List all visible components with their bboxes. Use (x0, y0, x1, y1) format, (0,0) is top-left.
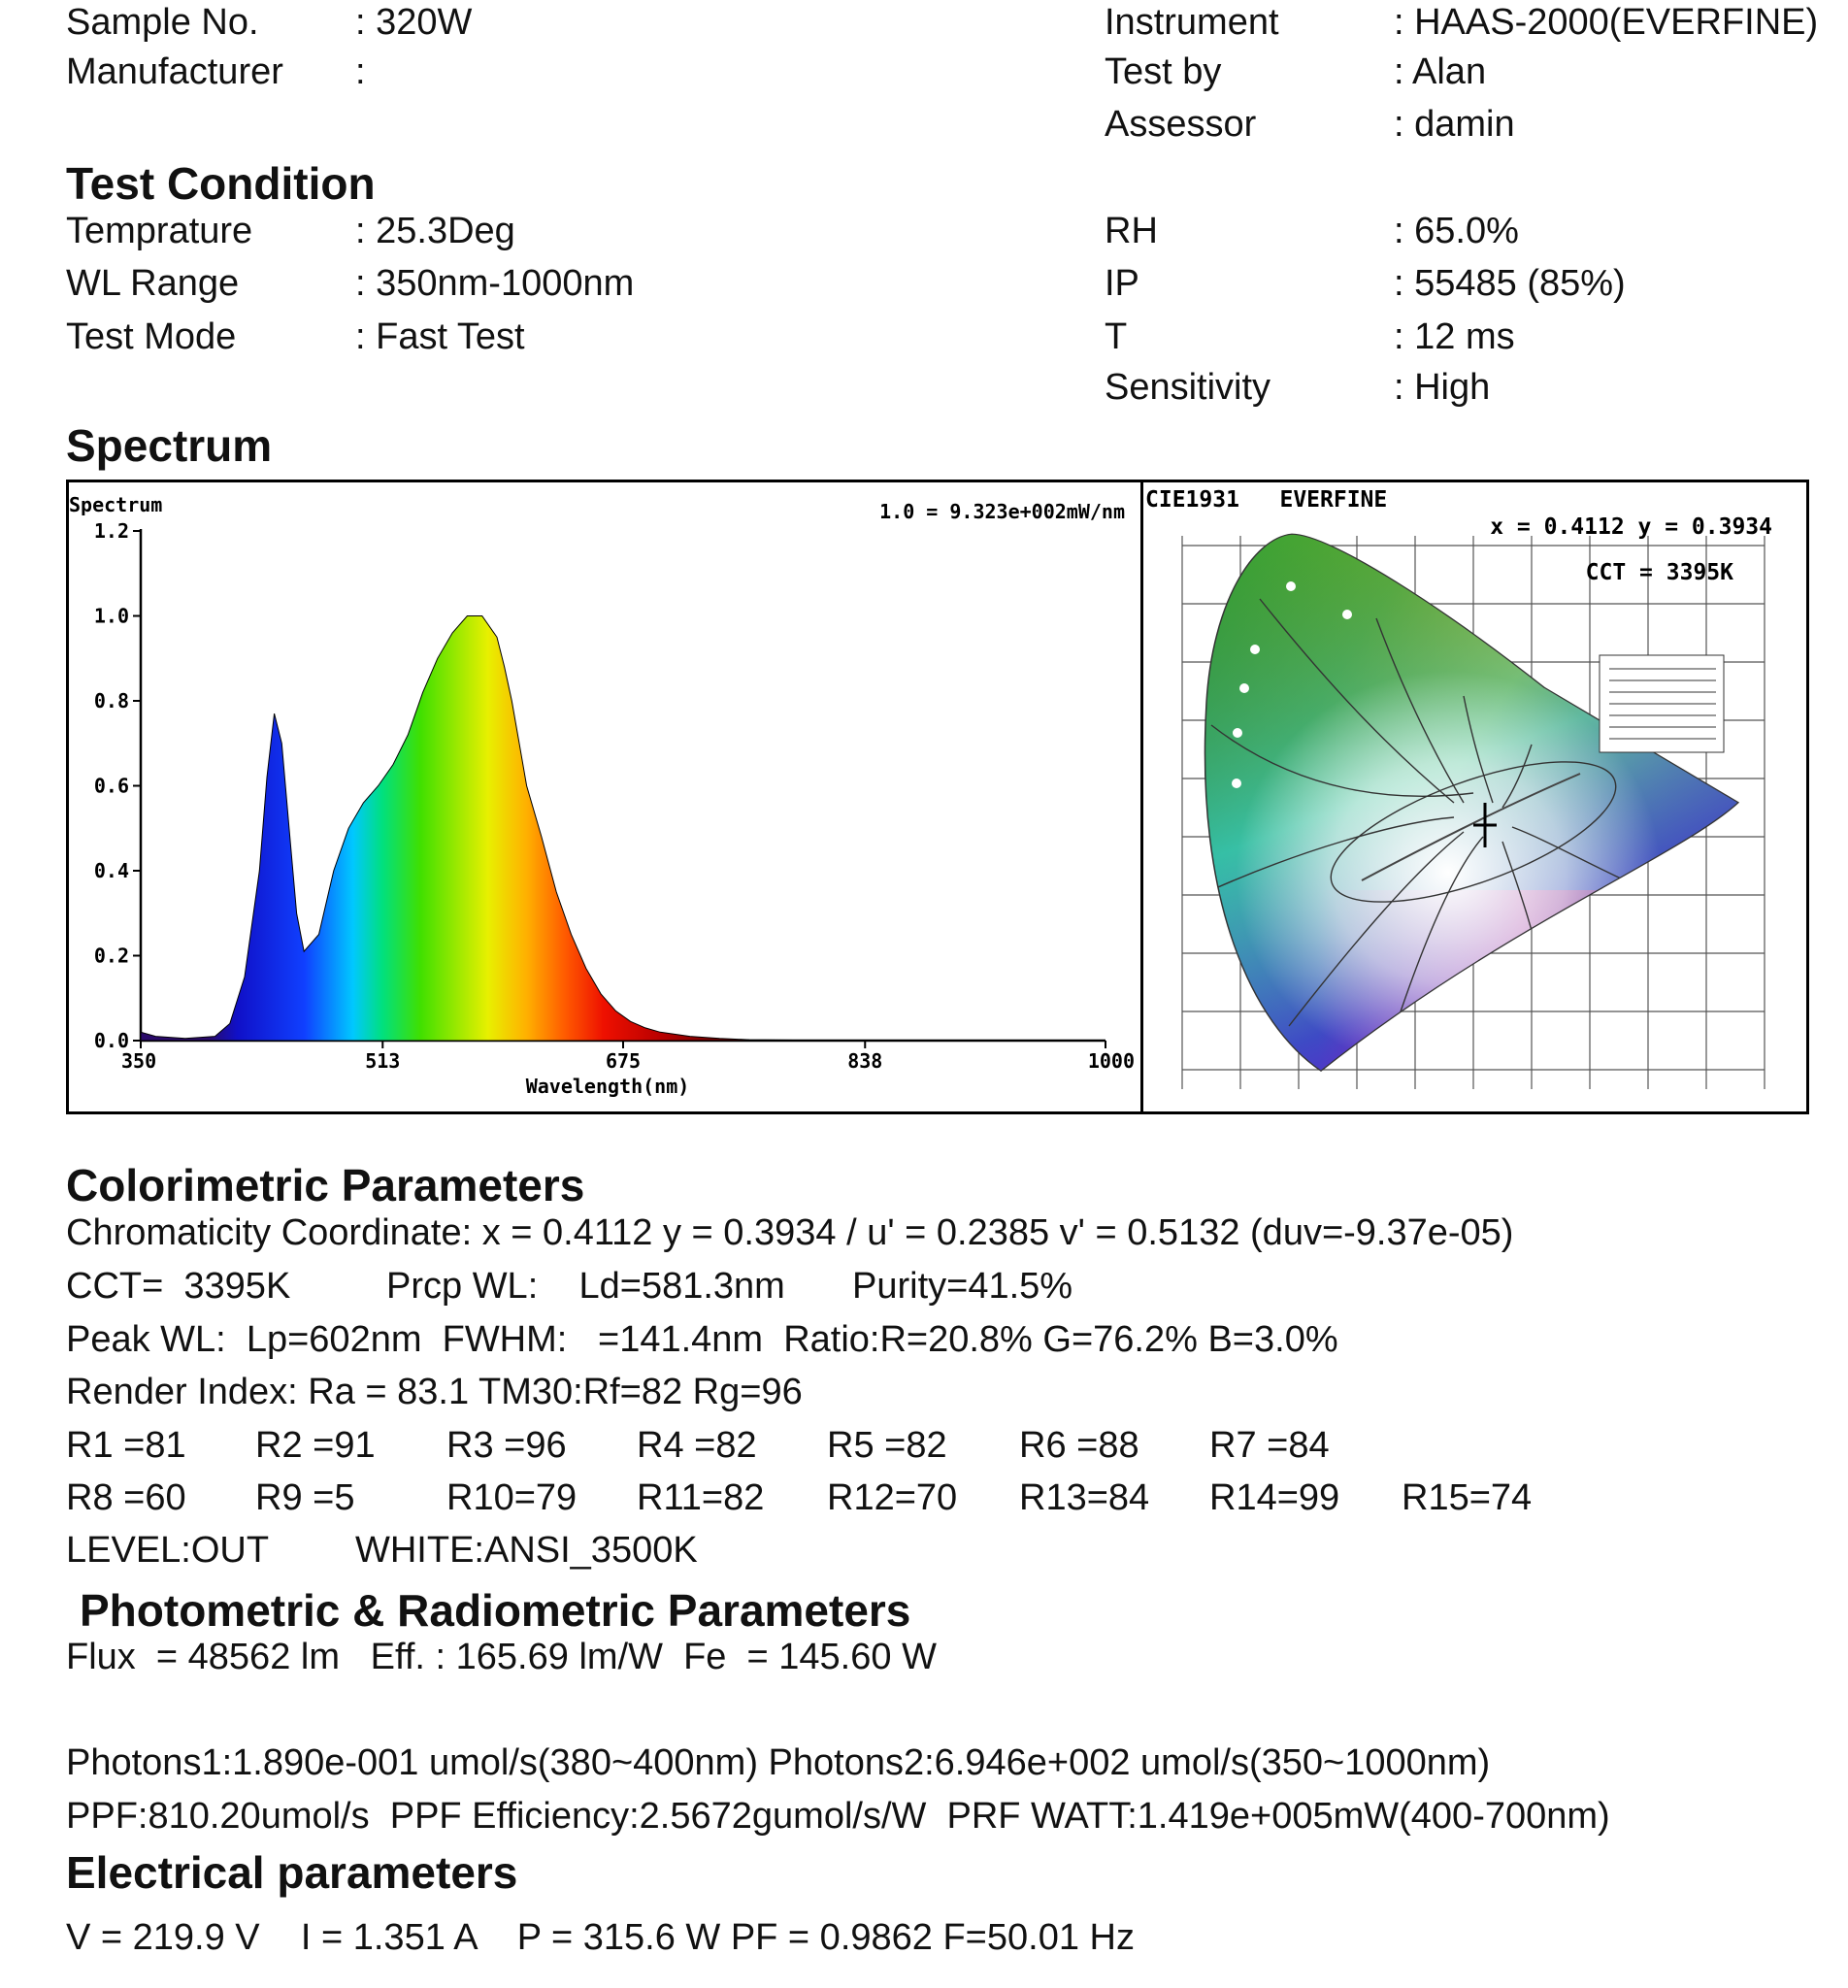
temperature-value: : 25.3Deg (355, 211, 515, 251)
spectrum-heading: Spectrum (66, 420, 273, 471)
spectrum-y-tick-label: 1.0 (93, 604, 129, 628)
r9-value: R9 =5 (255, 1477, 355, 1518)
r8-value: R8 =60 (66, 1477, 186, 1518)
t-value: : 12 ms (1394, 316, 1515, 357)
rh-value: : 65.0% (1394, 211, 1519, 251)
instrument-label: Instrument (1105, 2, 1279, 43)
cie-diagram-panel (1140, 480, 1809, 1114)
spectrum-y-tick-label: 0.6 (93, 774, 129, 798)
r14-value: R14=99 (1209, 1477, 1340, 1518)
r10-value: R10=79 (446, 1477, 578, 1518)
r12-value: R12=70 (827, 1477, 958, 1518)
photometric-heading: Photometric & Radiometric Parameters (80, 1585, 911, 1636)
purity-value: Purity=41.5% (852, 1266, 1073, 1307)
r5-value: R5 =82 (827, 1425, 947, 1466)
electrical-values: V = 219.9 V I = 1.351 A P = 315.6 W PF = 0.9862 F=50.01 Hz (66, 1917, 1135, 1958)
cie-readout: x = 0.4112 y = 0.3934 (1490, 514, 1772, 540)
t-label: T (1105, 316, 1128, 357)
temperature-label: Temprature (66, 211, 253, 251)
chromaticity-line: Chromaticity Coordinate: x = 0.4112 y = 0.3934 / u' = 0.2385 v' = 0.5132 (duv=-9.37e-05) (66, 1212, 1514, 1253)
peak-wl-line: Peak WL: Lp=602nm FWHM: =141.4nm Ratio:R=20.8% G=76.2% B=3.0% (66, 1319, 1338, 1360)
test-by-value: : Alan (1394, 51, 1487, 92)
test-by-label: Test by (1105, 51, 1222, 92)
spectrum-x-tick-label: 838 (847, 1049, 883, 1073)
spectrum-y-tick-label: 0.8 (93, 689, 129, 712)
r13-value: R13=84 (1019, 1477, 1150, 1518)
sample-no-label: Sample No. (66, 2, 259, 43)
spectrum-x-tick-label: 675 (605, 1049, 642, 1073)
wl-range-value: : 350nm-1000nm (355, 263, 635, 304)
ppf-line: PPF:810.20umol/s PPF Efficiency:2.5672gumol/s/W PRF WATT:1.419e+005mW(400-700nm) (66, 1796, 1610, 1837)
r3-value: R3 =96 (446, 1425, 567, 1466)
r1-value: R1 =81 (66, 1425, 186, 1466)
manufacturer-value: : (355, 51, 366, 92)
spectrum-y-title: Spectrum (69, 493, 163, 516)
ip-label: IP (1105, 263, 1139, 304)
test-mode-value: : Fast Test (355, 316, 525, 357)
r4-value: R4 =82 (637, 1425, 757, 1466)
test-condition-heading: Test Condition (66, 158, 376, 209)
spectrum-y-tick-label: 0.2 (93, 944, 129, 968)
r7-value: R7 =84 (1209, 1425, 1330, 1466)
cie-diagram (1143, 482, 1806, 1111)
cie-cct: CCT = 3395K (1585, 560, 1733, 585)
ip-value: : 55485 (85%) (1394, 263, 1626, 304)
r15-value: R15=74 (1402, 1477, 1533, 1518)
assessor-label: Assessor (1105, 104, 1257, 145)
spectrum-area-series (141, 616, 1106, 1042)
r11-value: R11=82 (637, 1477, 765, 1518)
flux-line: Flux = 48562 lm Eff. : 165.69 lm/W Fe = 145.60 W (66, 1637, 937, 1677)
level-value: LEVEL:OUT (66, 1530, 270, 1571)
sensitivity-label: Sensitivity (1105, 367, 1271, 408)
rh-label: RH (1105, 211, 1158, 251)
colorimetric-heading: Colorimetric Parameters (66, 1160, 585, 1210)
assessor-value: : damin (1394, 104, 1515, 145)
spectrum-x-tick-label: 1000 (1087, 1049, 1135, 1073)
cct-value: CCT= 3395K (66, 1266, 291, 1307)
spectrum-y-tick-label: 0.0 (93, 1029, 129, 1052)
spectrum-x-title: Wavelength(nm) (525, 1075, 690, 1098)
spectrum-y-tick-label: 1.2 (93, 519, 129, 543)
spectrum-chart-panel (66, 480, 1149, 1114)
photons-line: Photons1:1.890e-001 umol/s(380~400nm) Photons2:6.946e+002 umol/s(350~1000nm) (66, 1742, 1491, 1783)
test-mode-label: Test Mode (66, 316, 237, 357)
prcp-wl-value: Prcp WL: Ld=581.3nm (386, 1266, 785, 1307)
manufacturer-label: Manufacturer (66, 51, 283, 92)
spectrum-y-tick-label: 0.4 (93, 859, 129, 882)
r2-value: R2 =91 (255, 1425, 376, 1466)
cie-title: CIE1931 EVERFINE (1145, 487, 1388, 513)
spectrum-x-tick-label: 513 (365, 1049, 401, 1073)
white-value: WHITE:ANSI_3500K (355, 1530, 698, 1571)
wl-range-label: WL Range (66, 263, 240, 304)
sensitivity-value: : High (1394, 367, 1491, 408)
spectrum-chart (69, 482, 1146, 1111)
r6-value: R6 =88 (1019, 1425, 1139, 1466)
cie-source-legend (1600, 655, 1724, 752)
spectrum-annotation: 1.0 = 9.323e+002mW/nm (879, 500, 1125, 523)
electrical-heading: Electrical parameters (66, 1847, 518, 1898)
spectrum-x-tick-label: 350 (121, 1049, 157, 1073)
sample-no-value: : 320W (355, 2, 473, 43)
instrument-value: : HAAS-2000(EVERFINE) (1394, 2, 1819, 43)
render-index-line: Render Index: Ra = 83.1 TM30:Rf=82 Rg=96 (66, 1372, 803, 1412)
